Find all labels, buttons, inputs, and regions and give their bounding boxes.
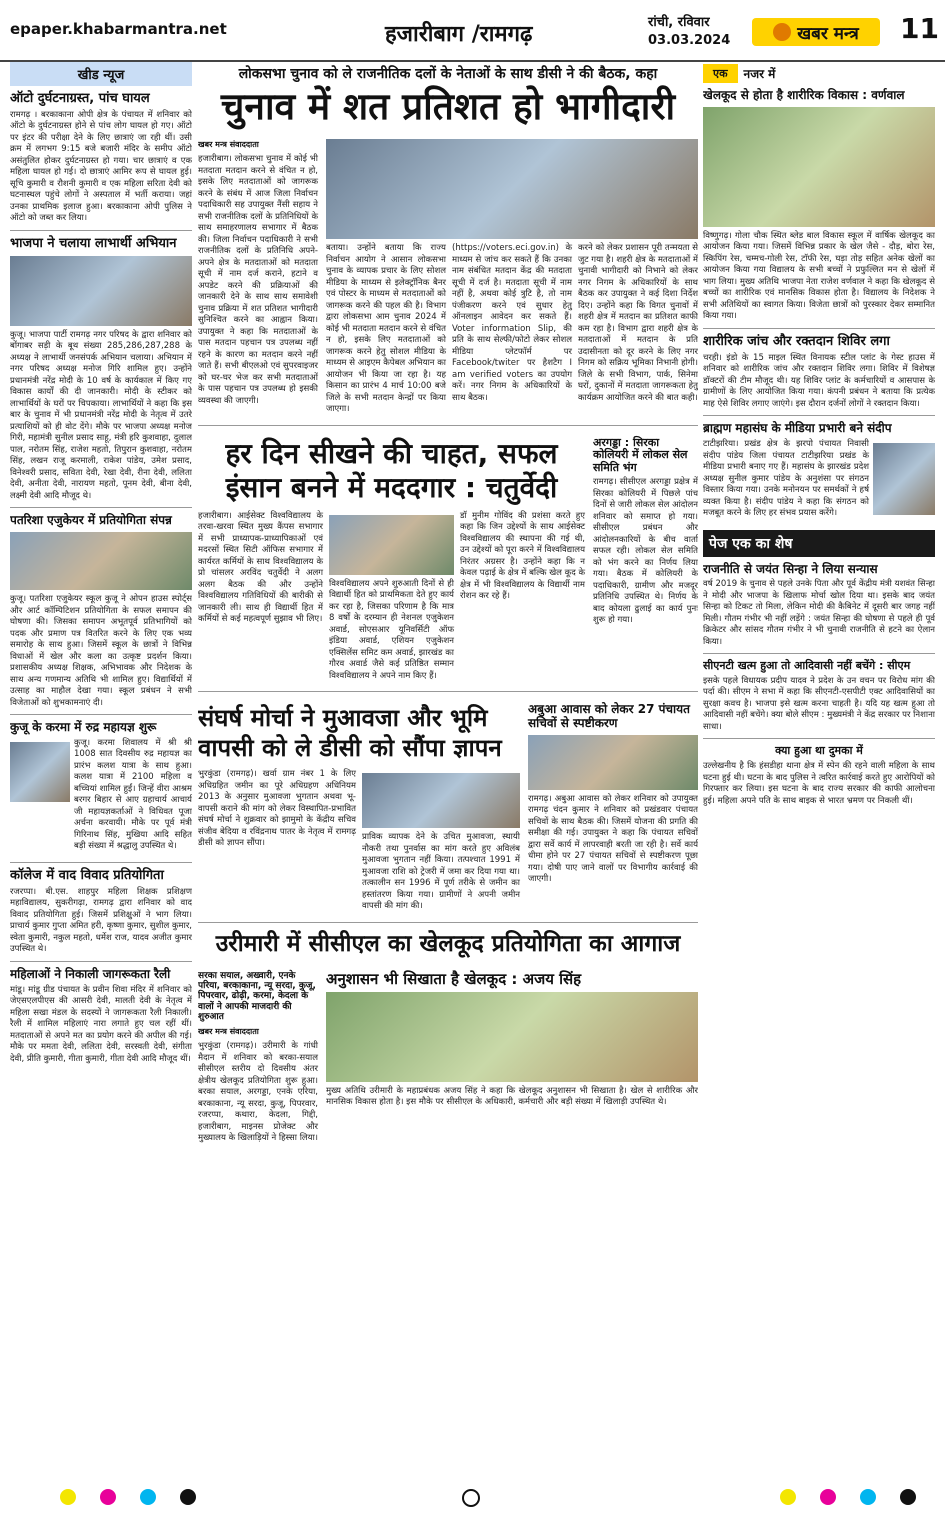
article-cnt-cm [703, 660, 935, 733]
urimari-sub: सरका सयाल, अख्वारी, एनके परिया, बरकाकाना, न्यू सरदा, कुजू, पिपरवार, ढोढ़ी, करमा, केदला के वालों ने आपकी माजदारी की शुरुआत [198, 970, 316, 1022]
article-title: कुजू के करमा में रुद्र महायज्ञ शुरू [10, 720, 157, 735]
article-body: कुजू। पतरिशा एजुकेयर स्कूल कुजू ने ओपन हाउस स्पोर्ट्स और आर्ट कॉम्पिटिशन प्रतियोगिता के सफल समापन की घोषणा की। जिसका समापन अभूतपूर्व प्रतिभागियों को पदक और प्रमाण पत्र वितरित करने के लिए एक भव्य समारोह के साथ हुआ। जिसमें स्कूल के छात्रों ने विभिन्न विधाओं में खेल और कला का उत्कृष्ट प्रदर्शन किया। प्रशासकीय अध्यक्ष शिक्षक, अभिभावक और निदेशक के साथ अन्य गणमान्य अतिथि भी शामिल हुए। विद्यार्थियों में उत्साह का माहौल देखा गया। स्कूल प्रबंधन ने सभी विजेताओं को शुभकामनाएं दी। [10, 594, 192, 708]
article-women-rally [10, 968, 192, 1065]
sangharsh-headline: संघर्ष मोर्चा ने मुआवजा और भूमि वापसी को ले डीसी को सौंपा ज्ञापन [198, 704, 502, 762]
anushasan-title: अनुशासन भी सिखाता है खेलकूद : अजय सिंह [326, 969, 582, 988]
article-sports-day [703, 89, 935, 323]
story-sangharsh [198, 697, 520, 917]
registration-dot-icon [780, 1489, 796, 1505]
brand-name: खबर मन्त्र [797, 23, 859, 44]
article-body: रजरप्पा। बी.एस. शाहपुर महिला शिक्षक प्रशिक्षण महाविद्यालय, सुकरीगढ़ा, रामगढ़ द्वारा शनिवार को वाद विवाद प्रतियोगिता हुई। जिसमें प्रशिक्षुओं ने भाग लिया। प्राचार्य कुमार गुप्ता अमित हरी, कृष्णा कुमार, सुशील कुमार, स्वेता कुमारी, नकुल महतो, धर्मेश राज, यादव अजीत कुमार उपस्थित थे। [10, 886, 192, 955]
right-column [703, 62, 935, 1472]
registration-dot-icon [180, 1489, 196, 1505]
lead-body-col2: बताया। उन्होंने बताया कि राज्य निर्वाचन आयोग ने आसान लोकसभा चुनाव के व्यापक प्रचार के लिए सोशल मीडिया के माध्यम से इलेक्ट्रॉनिक बैनर एवं पोस्टर के माध्यम से मतदाताओं को जागरूक करने की पहल की है। विभाग द्वारा लोकसभा आम चुनाव 2024 में कोई भी मतदाता मतदान करने से वंचित न हो, इसके लिए मतदाताओं को जागरूक करने हेतु सोशल मीडिया के माध्यम से आइएम कैपेबल अभियान का आयोजन भी किया जा रहा है। यह किसान का प्रारंभ 4 मार्च 10:00 बजे जिले के सभी मतदान केन्द्रों पर किया जाएगा। [326, 243, 446, 414]
section-title: हजारीबाग /रामगढ़ [385, 22, 533, 47]
article-title: खेलकूद से होता है शारीरिक विकास : वर्णवाल [703, 88, 905, 102]
article-dumka [703, 745, 935, 807]
news-band: खीड न्यूज [10, 62, 192, 86]
article-body: रामगढ़ । बरकाकाना ओपी क्षेत्र के पंचायत में शनिवार को ऑटो के दुर्घटनाग्रस्त होने से पांच लोग घायल हो गए। ऑटो पर इंटर की परीक्षा देने के लिए छात्राएं जा रही थीं। उसी क्रम में लगभग 9:15 बजे बजारी मंदिर के समीप ऑटो असंतुलित होकर दुर्घटनाग्रस्त हो गया। चार छात्राएं व एक महिला घायल हो गई। दो छात्राएं आमिर रूप से घायल हुई। सूचि कुमारी व रौशनी कुमारी व एक महिला सरिता देवी को घटनास्थल पहुंचे लोगों ने अस्पताल में भर्ती कराया। जहां उनका प्राथमिक इलाज हुआ। बरकाकाना ओपी पुलिस ने ऑटो को जब्त कर लिया। [10, 109, 192, 224]
awas-title: अबुआ आवास को लेकर 27 पंचायत सचिवों से स्पष्टीकरण [528, 702, 690, 730]
article-debate [10, 869, 192, 956]
article-body: कुजू। भाजपा पार्टी रामगढ़ नगर परिषद के द्वारा शनिवार को बोंगाबर सड़ी के बूथ संख्या 285,286,287,288 के अध्यक्ष ने लाभार्थी जनसंपर्क अभियान चलाया। अभियान में नगर परिषद अध्यक्ष मनोज गिरि शामिल हुए। उन्होंने प्रधानमंत्री नरेंद्र मोदी के 10 वर्ष के कार्यकाल में किए गए विकास कार्यों की दी जानकारी। मोदी के स्टीकर को लाभार्थियों के घरों पर चिपकाया। लाभार्थियों ने कहा कि इस बार के चुनाव में भी प्रधानमंत्री नरेंद्र मोदी के नेतृत्व में उतरे प्रत्याशियों को ही वोट देंगे। मौके पर भाजपा अध्यक्ष मनोज गिरी, महामंत्री सुनील प्रसाद साहू, मंत्री हरि कुशवाहा, दुलाल पाल, नरोतम सिंह, राजेश महतो, तिपुरान कुशवाहा, नरोतम सिंह, लखन राजू करमाली, राकेश पांडेय, उमेश प्रसाद, विनेश्वरी प्रसाद, सविता देवी, रेखा देवी, रीना देवी, ललिता देवी, अनीता देवी, नारायण महतो, पूनम देवी, बीना देवी, लक्ष्मी देवी आदि मौजूद थे। [10, 329, 192, 501]
article-body: विष्णुगढ़। गोला चौक स्थित ब्लेड बाल विकास स्कूल में वार्षिक खेलकूद का आयोजन किया गया। जिसमें विभिन्न प्रकार के खेल जैसे - दौड़, बोरा रेस, स्किपिंग रेस, चम्मच-गोली रेस, टॉफी रेस, घड़ा तोड़ सहित अनेक खेलों का आयोजन किया गया विद्यालय के सभी बच्चों ने प्रफुल्लित मन से खेलों में भाग लिया। मुख्य अतिथि भाजपा नेता राजेश वर्णवाल ने कहा कि खेलकूद से बच्चों का शारीरिक एवं मानसिक विकास होता है। विद्यालय के निदेशक ने सभी अतिथियों का स्वागत किया। विजेता छात्रों को पुरस्कार देकर सम्मानित किया गया। [703, 230, 935, 322]
article-photo [10, 532, 192, 590]
article-educare [10, 514, 192, 709]
urimari-photo [326, 992, 698, 1082]
article-title: सीएनटी खत्म हुआ तो आदिवासी नहीं बचेंगे : सीएम [703, 659, 911, 673]
page-number: 11 [900, 12, 939, 45]
urimari-body: भुरकुंडा (रामगढ़)। उरीमारी के गांधी मैदान में शनिवार को बरका-सयाल सीसीएल स्तरीय दो दिवसीय अंतर क्षेत्रीय खेलकूद प्रतियोगिता शुरू हुआ। बरका सयाल, अरगड्डा, एनके एरिया, बरकाकाना, न्यू सरदा, कुजू, पिपरवार, रजरप्पा, कथारा, केदला, गिद्दी, हजारीबाग, माइनस प्रोजेक्ट और मुख्यालय के खिलाड़ियों ने हिस्सा लिया। [198, 1041, 319, 1144]
lead-byline: खबर मन्त्र संवाददाता [198, 140, 259, 149]
registration-dot-icon [100, 1489, 116, 1505]
registration-dot-icon [60, 1489, 76, 1505]
story-sirka [593, 431, 698, 687]
univ-body-col3: डॉ मुनीम गोविंद की प्रशंसा करते हुए कहा कि जिन उद्देश्यों के साथ आईसेक्ट विश्वविद्यालय की स्थापना की गई थी, उन उद्देश्यों को पूरा करने में विश्वविद्यालय निरंतर अग्रसर है। उन्होंने कहा कि न केवल पढ़ाई के क्षेत्र में बल्कि खेल कूद के क्षेत्र में भी विश्वविद्यालय के विद्यार्थी नाम रोशन कर रहे हैं। [460, 510, 585, 601]
article-photo [703, 107, 935, 227]
story-urimari [198, 929, 698, 1149]
main-column [198, 62, 698, 1472]
lead-headline: चुनाव में शत प्रतिशत हो भागीदारी [220, 85, 676, 128]
registration-dot-icon [900, 1489, 916, 1505]
nazar-label: नजर में [743, 67, 776, 81]
article-brahman-mahasangh [703, 422, 935, 523]
anushasan-body: मुख्य अतिथि उरीमारी के महाप्रबंधक अजय सिंह ने कहा कि खेलकूद अनुशासन भी सिखाता है। खेल से शारीरिक और मानसिक विकास होता है। इस मौके पर सीसीएल के अधिकारी, कर्मचारी और बड़ी संख्या में खिलाड़ी उपस्थित थे। [326, 1085, 698, 1108]
article-body: कुजू। करमा शिवालय में श्री श्री 1008 सात दिवसीय रुद्र महायज्ञ का प्रारंभ कलश यात्रा के साथ हुआ। कलश यात्रा में 2100 महिला व बच्चियां शामिल हुईं। जिन्हें वीरा आश्रम बरगर बिहार से आए ग्रहाचार्य आचार्य जी महायज्ञकर्ताओं ने विधिवत पूजा अर्चना करवायी। मौके पर पूर्व मंत्री गिरिनाथ सिंह, मुखिया आदि सहित बड़ी संख्या में श्रद्धालु उपस्थित थे। [74, 737, 192, 852]
brand-logo [752, 18, 880, 46]
article-title: पतरिशा एजुकेयर में प्रतियोगिता संपन्न [10, 513, 172, 528]
crosshair-icon [462, 1489, 480, 1507]
article-bjp-campaign [10, 237, 192, 502]
urimari-headline: उरीमारी में सीसीएल का खेलकूद प्रतियोगिता का आगाज [215, 930, 681, 957]
sangharsh-photo [362, 773, 520, 828]
story-university [198, 431, 585, 687]
article-body: वर्ष 2019 के चुनाव से पहले उनके पिता और पूर्व केंद्रीय मंत्री यशवंत सिन्हा ने मोदी और भाजपा के खिलाफ मोर्चा खोल दिया था। इसके बाद जयंत सिन्हा को टिकट तो मिला, लेकिन मोदी की कैबिनेट में दूसरी बार जगह नहीं मिली। गौतम गंभीर भी नहीं लड़ेंगे : जयंत सिन्हा की घोषणा से पहले ही पूर्व क्रिकेटर और सांसद गौतम गंभीर ने भी चुनावी राजनीति से हटने का ऐलान किया। [703, 579, 935, 647]
portrait-photo [873, 443, 935, 515]
registration-marks [0, 1477, 945, 1517]
sangharsh-body2: प्राविक व्यापक देने के उचित मुआवजा, स्थायी नौकरी तथा पुनर्वास का मांग करते हुए अविलंब मुआवजा भुगतान नहीं किया। तत्पश्चात 1991 में मुआवजा राशि को ट्रेजरी में जमा कर दिया गया था। तत्कालीन सन 1996 में पूर्ण तरीके से जमीन का हस्तांतरण किया गया। ग्रामीणों ने अपनी जमीन वापसी की मांग की। [362, 832, 520, 911]
continued-band: पेज एक का शेष [703, 530, 935, 557]
article-photo [10, 742, 70, 802]
sangharsh-body1: भुरकुंडा (रामगढ़)। खर्वा ग्राम नंबर 1 के लिए अधिग्रहित जमीन का पूरे अधिग्रहण अधिनियम 2013 के अनुसार मुआवजा भुगतान अथवा भू-वापसी कराने की मांग को लेकर विस्थापित-प्रभावित संघर्ष मोर्चा ने शुक्रवार को झामुमो के केंद्रीय सचिव संजीव बेदिया व रविंद्रनाथ पातर के नेतृत्व में रामगढ़ डीसी को ज्ञापन सौंपा। [198, 769, 356, 848]
article-title: कॉलेज में वाद विवाद प्रतियोगिता [10, 867, 164, 883]
sirka-title: अरगड्डा : सिरका कोलियरी में लोकल सेल समिति भंग [593, 435, 688, 474]
univ-body-col1: हजारीबाग। आईसेक्ट विश्वविद्यालय के तरवा-खरवा स्थित मुख्य कैंपस सभागार में सभी प्राध्यापक-प्राध्यापिकाओं एवं मदरसों स्थित सिटी ऑफिस सभागार में कार्यरत कर्मियों के साथ विश्वविद्यालय के प्रो चांसलर अरविंद चतुर्वेदी ने अलग अलग बैठक की और उन्होंने विश्वविद्यालय गतिविधियों की बारीकी से जानकारी ली। साथ ही विद्यार्थी हित में कर्मियों से कई महत्वपूर्ण सुझाव भी लिए। [198, 510, 323, 624]
site-url[interactable]: epaper.khabarmantra.net [10, 20, 227, 38]
ek-label: एक [703, 64, 738, 83]
univ-body-col2: विश्वविद्यालय अपने शुरुआती दिनों से ही विद्यार्थी हित को प्राथमिकता देते हुए कार्य कर रहा है, जिसका परिणाम है कि मात्र 8 वर्षों के दरम्यान ही नेशनल एजुकेशन अवार्ड, सोएसआर यूनिवर्सिटी ऑफ इंडिया अवार्ड, एशियन एजुकेशन एक्सिलेंस समिट कम अवार्ड, झारखंड का गौरव अवार्ड जैसे कई प्रतिष्ठित सम्मान विश्वविद्यालय ने अपने नाम किए हैं। [329, 578, 454, 681]
article-auto-accident [10, 92, 192, 225]
article-jayant-sinha [703, 563, 935, 649]
article-title: ब्राह्मण महासंघ के मीडिया प्रभारी बने संदीप [703, 421, 892, 436]
article-title: भाजपा ने चलाया लाभार्थी अभियान [10, 235, 177, 251]
article-body: टाटीझरिया। प्रखंड क्षेत्र के झरपो पंचायत निवासी संदीप पांडेय जिला पंचायत टाटीझरिया प्रखंड के मीडिया प्रभारी बनाए गए हैं। महासंघ के झारखंड प्रदेश अध्यक्ष सुनील कुमार पांडेय के अनुशंसा पर संगठन विस्तार किया गया। उनके मनोनयन पर समर्थकों ने हर्ष व्यक्त किया है। संदीप पांडेय ने कहा कि संगठन को मजबूत करने के लिए हर संभव प्रयास करेंगे। [703, 439, 869, 519]
registration-dot-icon [820, 1489, 836, 1505]
article-rudra-mahayagya [10, 721, 192, 857]
lead-body-col3: (https://voters.eci.gov.in) के माध्यम से जांच कर सकते हैं कि उनका नाम संबंधित मतदान केंद्र की मतदाता सूची में दर्ज है। मतदाता सूची में नाम नहीं है, अथवा कोई त्रुटि है, तो नाम पंजीकरण करने एवं सुधार हेतु ऑनलाइन आवेदन कर सकते हैं। Voter information Slip, की प्रति के साथ सेल्फी/फोटो लेकर सोशल मीडिया प्लेटफॉर्म पर Facebook/twiter पर हैशटैग I am verified voters का उपयोग करें। नगर निगम के अधिकारियों के साथ बैठक। [452, 243, 572, 403]
dateline [648, 14, 730, 50]
article-blood-camp [703, 335, 935, 410]
article-photo [10, 256, 192, 326]
article-title: क्या हुआ था दुमका में [775, 744, 863, 758]
city-day: रांची, रविवार [648, 15, 710, 30]
article-title: शारीरिक जांच और रक्तदान शिविर लगा [703, 333, 890, 349]
brand-emblem-icon [773, 23, 791, 41]
registration-dot-icon [140, 1489, 156, 1505]
univ-headline: हर दिन सीखने की चाहत, सफल इंसान बनने में मददगार : चतुर्वेदी [225, 436, 558, 504]
lead-story [198, 135, 698, 420]
left-column [10, 62, 192, 1472]
awas-photo [528, 735, 698, 790]
story-awas [528, 697, 698, 917]
meeting-photo [326, 139, 698, 239]
article-body: इसके पहले विधायक प्रदीप यादव ने प्रदेश के उन वचन पर विरोध मांग की पर्दा की। सीएम ने सभा में कहा कि सीएनटी-एसपीटी एक्ट आदिवासियों का सुरक्षा कवच है। भाजपा इसे खत्म करना चाहती है। यदि यह खत्म हुआ तो आदिवासी नहीं बचेंगे। क्या बोले सीएम : मुख्यमंत्री ने केंद्र सरकार पर निशाना साधा। [703, 675, 935, 732]
lead-body-col4: करने को लेकर प्रशासन पूरी तन्मयता से जुट गया है। शहरी क्षेत्र के मतदाताओं में चुनावी भागीदारी को निभाने को लेकर नगर निगम के अधिकारियों के साथ बैठक कर उपायुक्त ने कई दिशा निर्देश दिए। उन्होंने कहा कि विगत चुनावों में शहरी क्षेत्र में मतदान का प्रतिशत काफी कम रहा है। विभाग द्वारा शहरी क्षेत्र के मतदाताओं में मतदान के प्रति उदासीनता को दूर करने के लिए नगर निगम को सक्रिय भूमिका निभानी होगी। जिले के सभी विभाग, पार्क, सिनेमा घरों, दुकानों में मतदाता जागरूकता हेतु कार्यक्रम आयोजित करने की बात कही। [578, 243, 698, 403]
ek-nazar-header [703, 64, 935, 83]
registration-dot-icon [860, 1489, 876, 1505]
awas-body: रामगढ़। अबुआ आवास को लेकर शनिवार को उपायुक्त रामगढ़ चंदन कुमार ने शनिवार को प्रखंडवार पंचायत सचिवों के साथ बैठक की। जिसमें योजना की प्रगति की समीक्षा की गई। उपायुक्त ने कहा कि पंचायत सचिवों द्वारा सर्वे कार्य में लापरवाही बरती जा रही है। सर्वे कार्य धीमा होने पर 27 पंचायत सचिवों से स्पष्टीकरण पूछा गया। दोषी पाए जाने वालों पर विभागीय कार्रवाई की जाएगी। [528, 793, 698, 885]
issue-date: 03.03.2024 [648, 33, 731, 48]
lead-body-col1: हजारीबाग। लोकसभा चुनाव में कोई भी मतदाता मतदान करने से वंचित न हो, इसके लिए मतदाताओं को जागरूक करने के संबंध में आज जिला निर्वाचन पदाधिकारी सह उपायुक्त नैंसी सहाय ने सभी राजनीतिक दलों के प्रतिनिधियों के साथ समाहरणालय सभागार में बैठक की। जिला निर्वाचन पदाधिकारी ने सभी राजनीतिक दलों के प्रतिनिधि अपने-अपने क्षेत्र के मतदाताओं को मतदाता सूची में नाम दर्ज कराने, हटाने व अपडेट करने की प्रक्रियाओं की जानकारी देने के साथ साथ समावेशी चुनाव प्रक्रिया में शत प्रतिशत भागीदारी सुनिश्चित करने का आह्वान किया। उपायुक्त ने कहा कि मतदाताओं के पास मतदान पहचान पत्र उपलब्ध नहीं रहने के कारण का मतदान करने नहीं जाते हैं। सभी बीएलओ एवं सुपरवाइजर को घर-घर भेज कर सभी मतदाताओं के पास पहचान पत्र उपलब्ध हो इसकी व्यवस्था की जाएगी। [198, 154, 318, 406]
article-body: उल्लेखनीय है कि हंसडीहा थाना क्षेत्र में स्पेन की रहने वाली महिला के साथ घटना हुई थी। घटना के बाद पुलिस ने त्वरित कार्रवाई करते हुए आरोपियों को गिरफ्तार कर लिया। इस घटना के बाद राज्य सरकार की काफी आलोचना हुई। महिला अपने पति के साथ बाइक से भारत भ्रमण पर निकली थीं। [703, 761, 935, 806]
article-body: मांडू। मांडू ग्रीड पंचायत के प्रवीन शिवा मंदिर में शनिवार को जेएसएलपीएस की आसरी देवी, मालती देवी के नेतृत्व में महिला सखा मंडल के सदस्यों ने जागरूकता रैली निकाली। रैली में शामिल महिलाएं नारा लगाते हुए चल रहीं थीं। मतदाताओं से अपने मत का प्रयोग करने की अपील की गई। मौके पर ममता देवी, ललिता देवी, सरस्वती देवी, संगीता देवी, प्रीति कुमारी, गीता कुमारी, गीता देवी आदि मौजूद थीं। [10, 984, 192, 1064]
article-title: ऑटो दुर्घटनाग्रस्त, पांच घायल [10, 91, 150, 106]
article-title: महिलाओं ने निकाली जागरूकता रैली [10, 966, 171, 981]
article-body: चरही। इंडो के 15 माइल स्थित विनायक स्टील प्लांट के गेस्ट हाउस में शनिवार को शारीरिक जांच और रक्तदान शिविर लगा। शिविर में विशेषज्ञ डॉक्टरों की टीम मौजूद थी। यह शिविर प्लांट के कर्मचारियों व आसपास के ग्रामीणों के लिए आयोजित किया गया। कंपनी प्रबंधन ने बताया कि प्रत्येक माह ऐसे शिविर लगाए जाएंगे। इस दौरान दर्जनों लोगों ने रक्तदान किया। [703, 352, 935, 409]
sirka-body: रामगढ़। सीसीएल अरगड्डा प्रक्षेत्र में सिरका कोलियरी में पिछले पांच दिनों से जारी लोकल सेल आंदोलन शनिवार को समाप्त हो गया। सीसीएल प्रबंधन और आंदोलनकारियों के बीच वार्ता सफल रही। लोकल सेल समिति को भंग करने का निर्णय लिया गया। बैठक में कोलियरी के पदाधिकारी, ग्रामीण और मजदूर प्रतिनिधि उपस्थित थे। निर्णय के बाद कोयला ढुलाई का कार्य पुनः शुरू हो गया। [593, 477, 698, 626]
urimari-byline: खबर मन्त्र संवाददाता [198, 1027, 259, 1037]
article-title: राजनीति से जयंत सिन्हा ने लिया सन्यास [703, 561, 878, 576]
masthead [0, 0, 945, 62]
univ-photo [329, 515, 454, 575]
lead-kicker: लोकसभा चुनाव को ले राजनीतिक दलों के नेताओं के साथ डीसी ने की बैठक, कहा [238, 66, 658, 82]
